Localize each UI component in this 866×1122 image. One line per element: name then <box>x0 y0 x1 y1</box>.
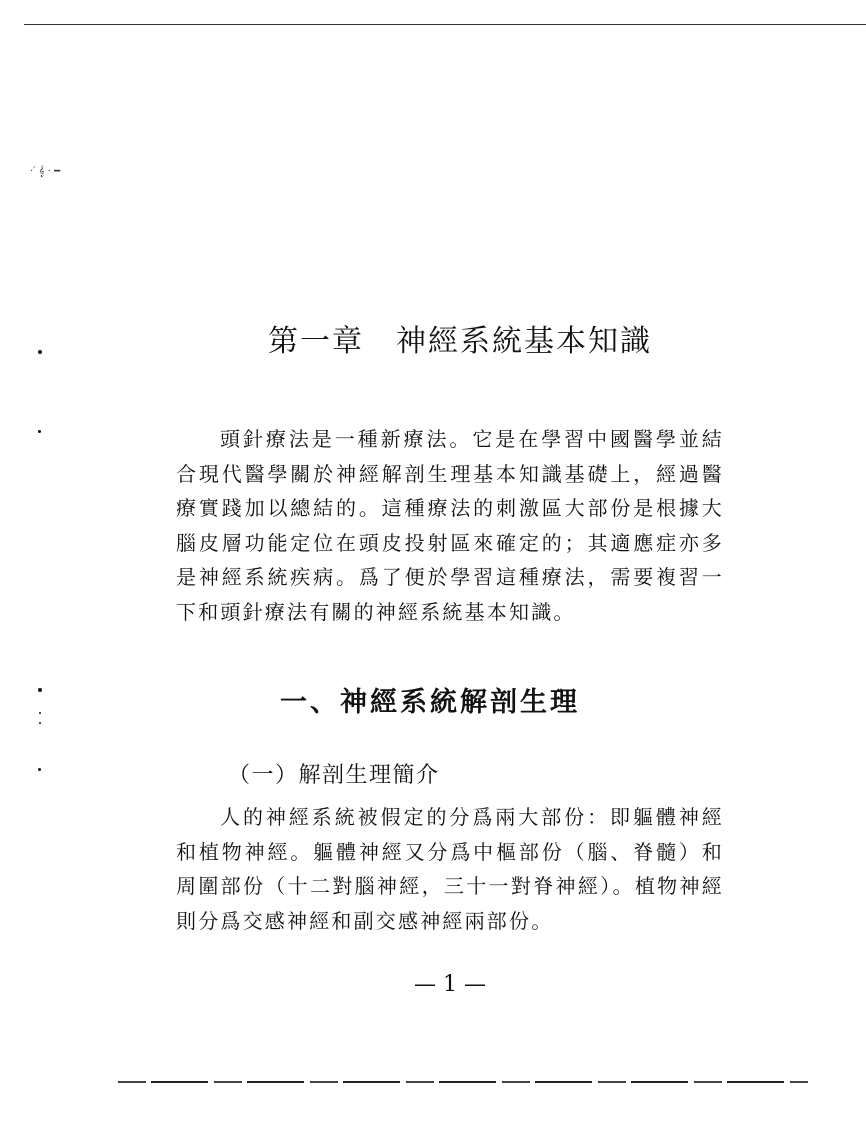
section-heading: 一、神經系統解剖生理 <box>280 687 580 718</box>
subsection-paragraph: 人的神經系統被假定的分爲兩大部份：即軀體神經和植物神經。軀體神經又分爲中樞部份（腦、脊髓）和周圍部份（十二對腦神經，三十一對脊神經）。植物神經則分爲交感神經和副交感神經兩部份。 <box>176 805 724 933</box>
margin-scan-dot <box>38 430 41 433</box>
margin-scan-dot <box>38 768 41 771</box>
top-border-line <box>24 24 866 25</box>
chapter-number: 第一章 <box>268 324 364 359</box>
scan-artifact-mark: ·′ 𝄞 · ━ <box>30 166 61 177</box>
intro-paragraph: 頭針療法是一種新療法。它是在學習中國醫學並結合現代醫學關於神經解剖生理基本知識基礎上，經過醫療實踐加以總結的。這種療法的刺激區大部份是根據大腦皮層功能定位在頭皮投射區來確定的；其適應症亦多是神經系統疾病。爲了便於學習這種療法，需要複習一下和頭針療法有關的神經系統基本知識。 <box>176 427 724 624</box>
chapter-title <box>268 316 688 360</box>
margin-scan-dot <box>38 350 42 354</box>
page-number: — 1 — <box>414 972 486 997</box>
chapter-name: 神經系統基本知識 <box>396 324 652 359</box>
margin-scan-dot <box>39 712 41 714</box>
subsection-heading: （一）解剖生理簡介 <box>228 763 440 788</box>
bottom-scan-line <box>118 1081 808 1083</box>
margin-scan-dot <box>39 722 41 724</box>
margin-scan-dot <box>38 688 42 692</box>
